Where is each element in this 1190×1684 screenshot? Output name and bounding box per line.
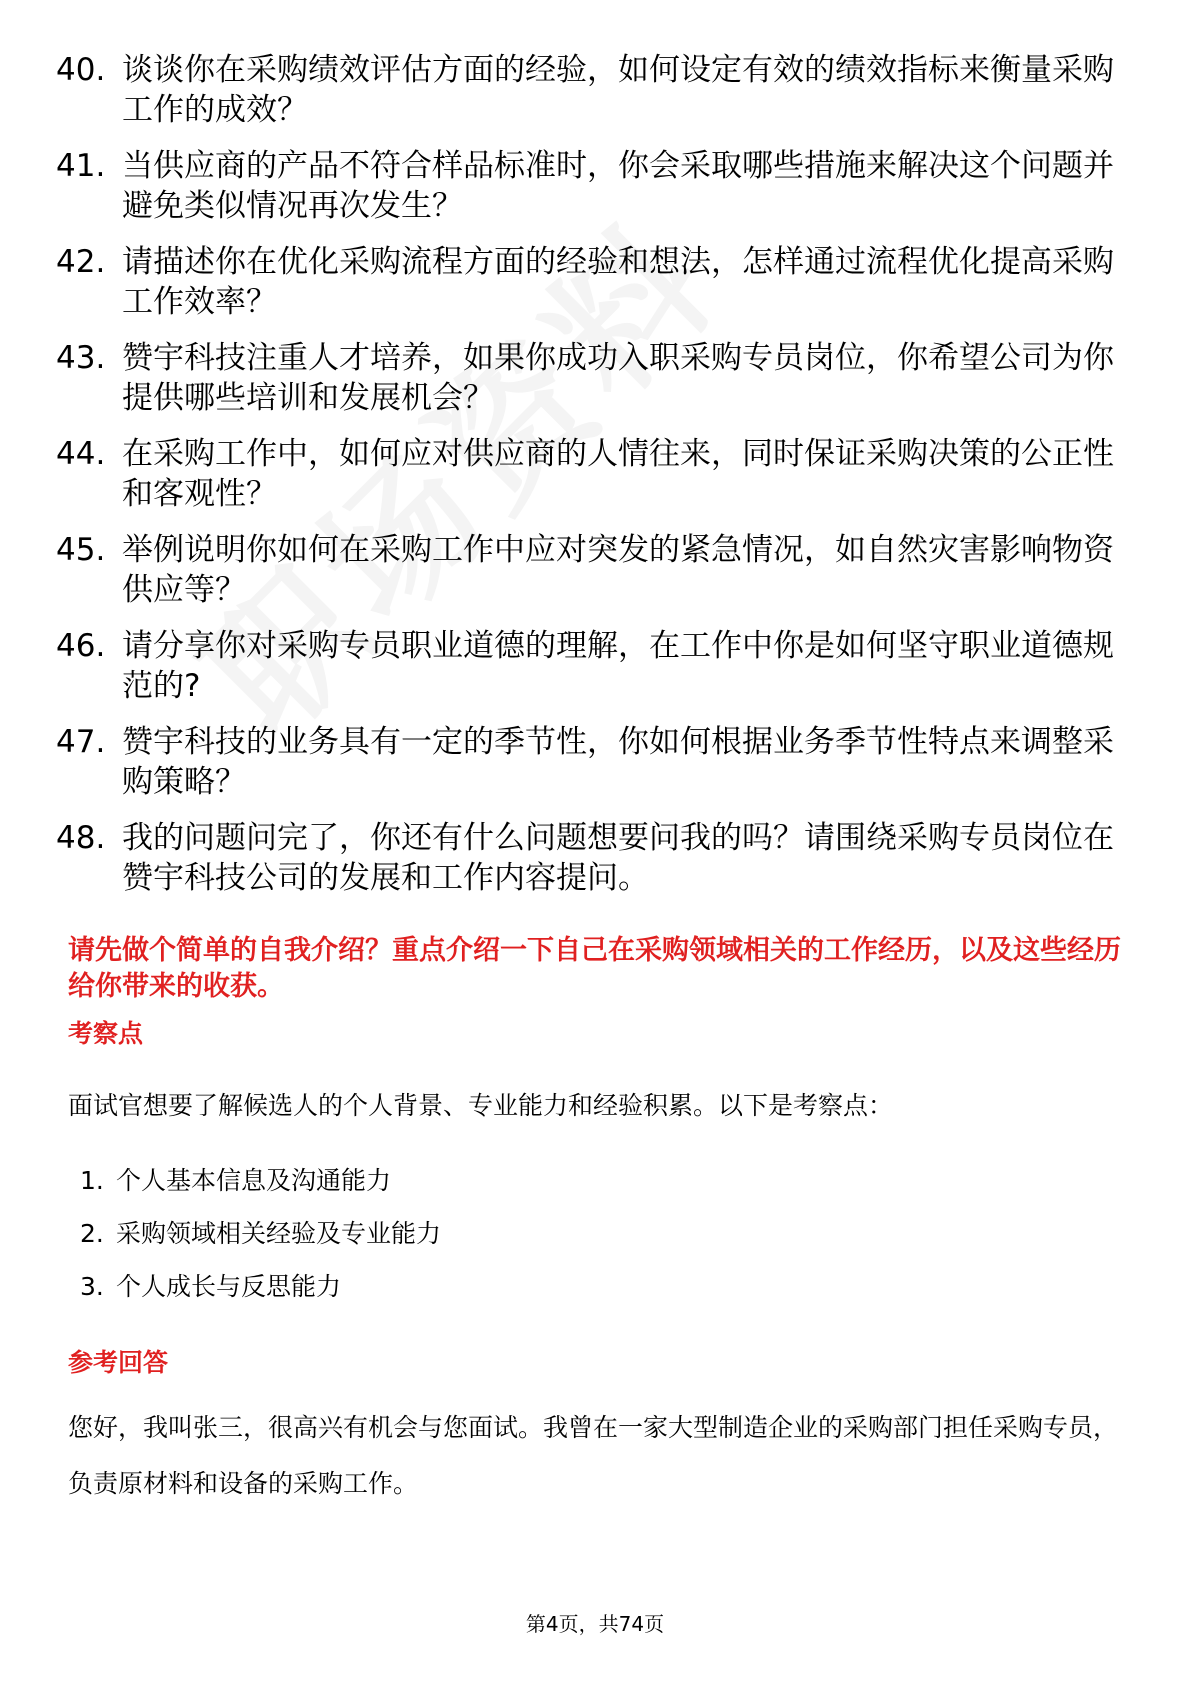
question-number: 47.: [56, 724, 106, 760]
question-item: [56, 434, 1136, 514]
question-number: 42.: [56, 244, 106, 280]
question-text: 赞宇科技的业务具有一定的季节性，你如何根据业务季节性特点来调整采购策略？: [122, 724, 1114, 800]
exam-points-list: [80, 1165, 980, 1324]
question-number: 45.: [56, 532, 106, 568]
question-number: 48.: [56, 820, 106, 856]
list-item-number: 3.: [80, 1272, 104, 1301]
list-item: [80, 1218, 980, 1271]
question-text: 请描述你在优化采购流程方面的经验和想法，怎样通过流程优化提高采购工作效率？: [122, 244, 1114, 320]
question-item: [56, 338, 1136, 418]
question-number: 40.: [56, 52, 106, 88]
question-item: [56, 530, 1136, 610]
question-number: 43.: [56, 340, 106, 376]
question-item: [56, 242, 1136, 322]
question-text: 我的问题问完了，你还有什么问题想要问我的吗？请围绕采购专员岗位在赞宇科技公司的发展和工作内容提问。: [122, 820, 1114, 896]
question-text: 当供应商的产品不符合样品标准时，你会采取哪些措施来解决这个问题并避免类似情况再次发生？: [122, 148, 1114, 224]
list-item-number: 1.: [80, 1166, 104, 1195]
question-number: 46.: [56, 628, 106, 664]
list-item-number: 2.: [80, 1219, 104, 1248]
question-item: [56, 626, 1136, 706]
list-item: [80, 1271, 980, 1324]
page-number: 第4页，共74页: [525, 1612, 665, 1636]
question-item: [56, 50, 1136, 130]
exam-points-intro: 面试官想要了解候选人的个人背景、专业能力和经验积累。以下是考察点：: [68, 1091, 894, 1120]
question-list: [56, 50, 1136, 914]
list-item-text: 个人基本信息及沟通能力: [116, 1166, 392, 1195]
question-item: [56, 818, 1136, 898]
list-item-text: 采购领域相关经验及专业能力: [116, 1219, 442, 1248]
reference-answer-text: 您好，我叫张三，很高兴有机会与您面试。我曾在一家大型制造企业的采购部门担任采购专员，负责原材料和设备的采购工作。: [68, 1413, 1119, 1498]
list-item: [80, 1165, 980, 1218]
exam-points-title: 考察点: [68, 1019, 144, 1048]
question-item: [56, 146, 1136, 226]
list-item-text: 个人成长与反思能力: [116, 1272, 342, 1301]
question-text: 在采购工作中，如何应对供应商的人情往来，同时保证采购决策的公正性和客观性？: [122, 436, 1114, 512]
reference-answer-title: 参考回答: [68, 1348, 169, 1377]
question-text: 谈谈你在采购绩效评估方面的经验，如何设定有效的绩效指标来衡量采购工作的成效？: [122, 52, 1114, 128]
question-number: 44.: [56, 436, 106, 472]
highlight-question: 请先做个简单的自我介绍？重点介绍一下自己在采购领域相关的工作经历，以及这些经历给你带来的收获。: [68, 935, 1121, 1002]
question-number: 41.: [56, 148, 106, 184]
question-text: 请分享你对采购专员职业道德的理解，在工作中你是如何坚守职业道德规范的?: [122, 628, 1114, 704]
question-text: 举例说明你如何在采购工作中应对突发的紧急情况，如自然灾害影响物资供应等？: [122, 532, 1114, 608]
question-item: [56, 722, 1136, 802]
question-text: 赞宇科技注重人才培养，如果你成功入职采购专员岗位，你希望公司为你提供哪些培训和发展机会？: [122, 340, 1114, 416]
